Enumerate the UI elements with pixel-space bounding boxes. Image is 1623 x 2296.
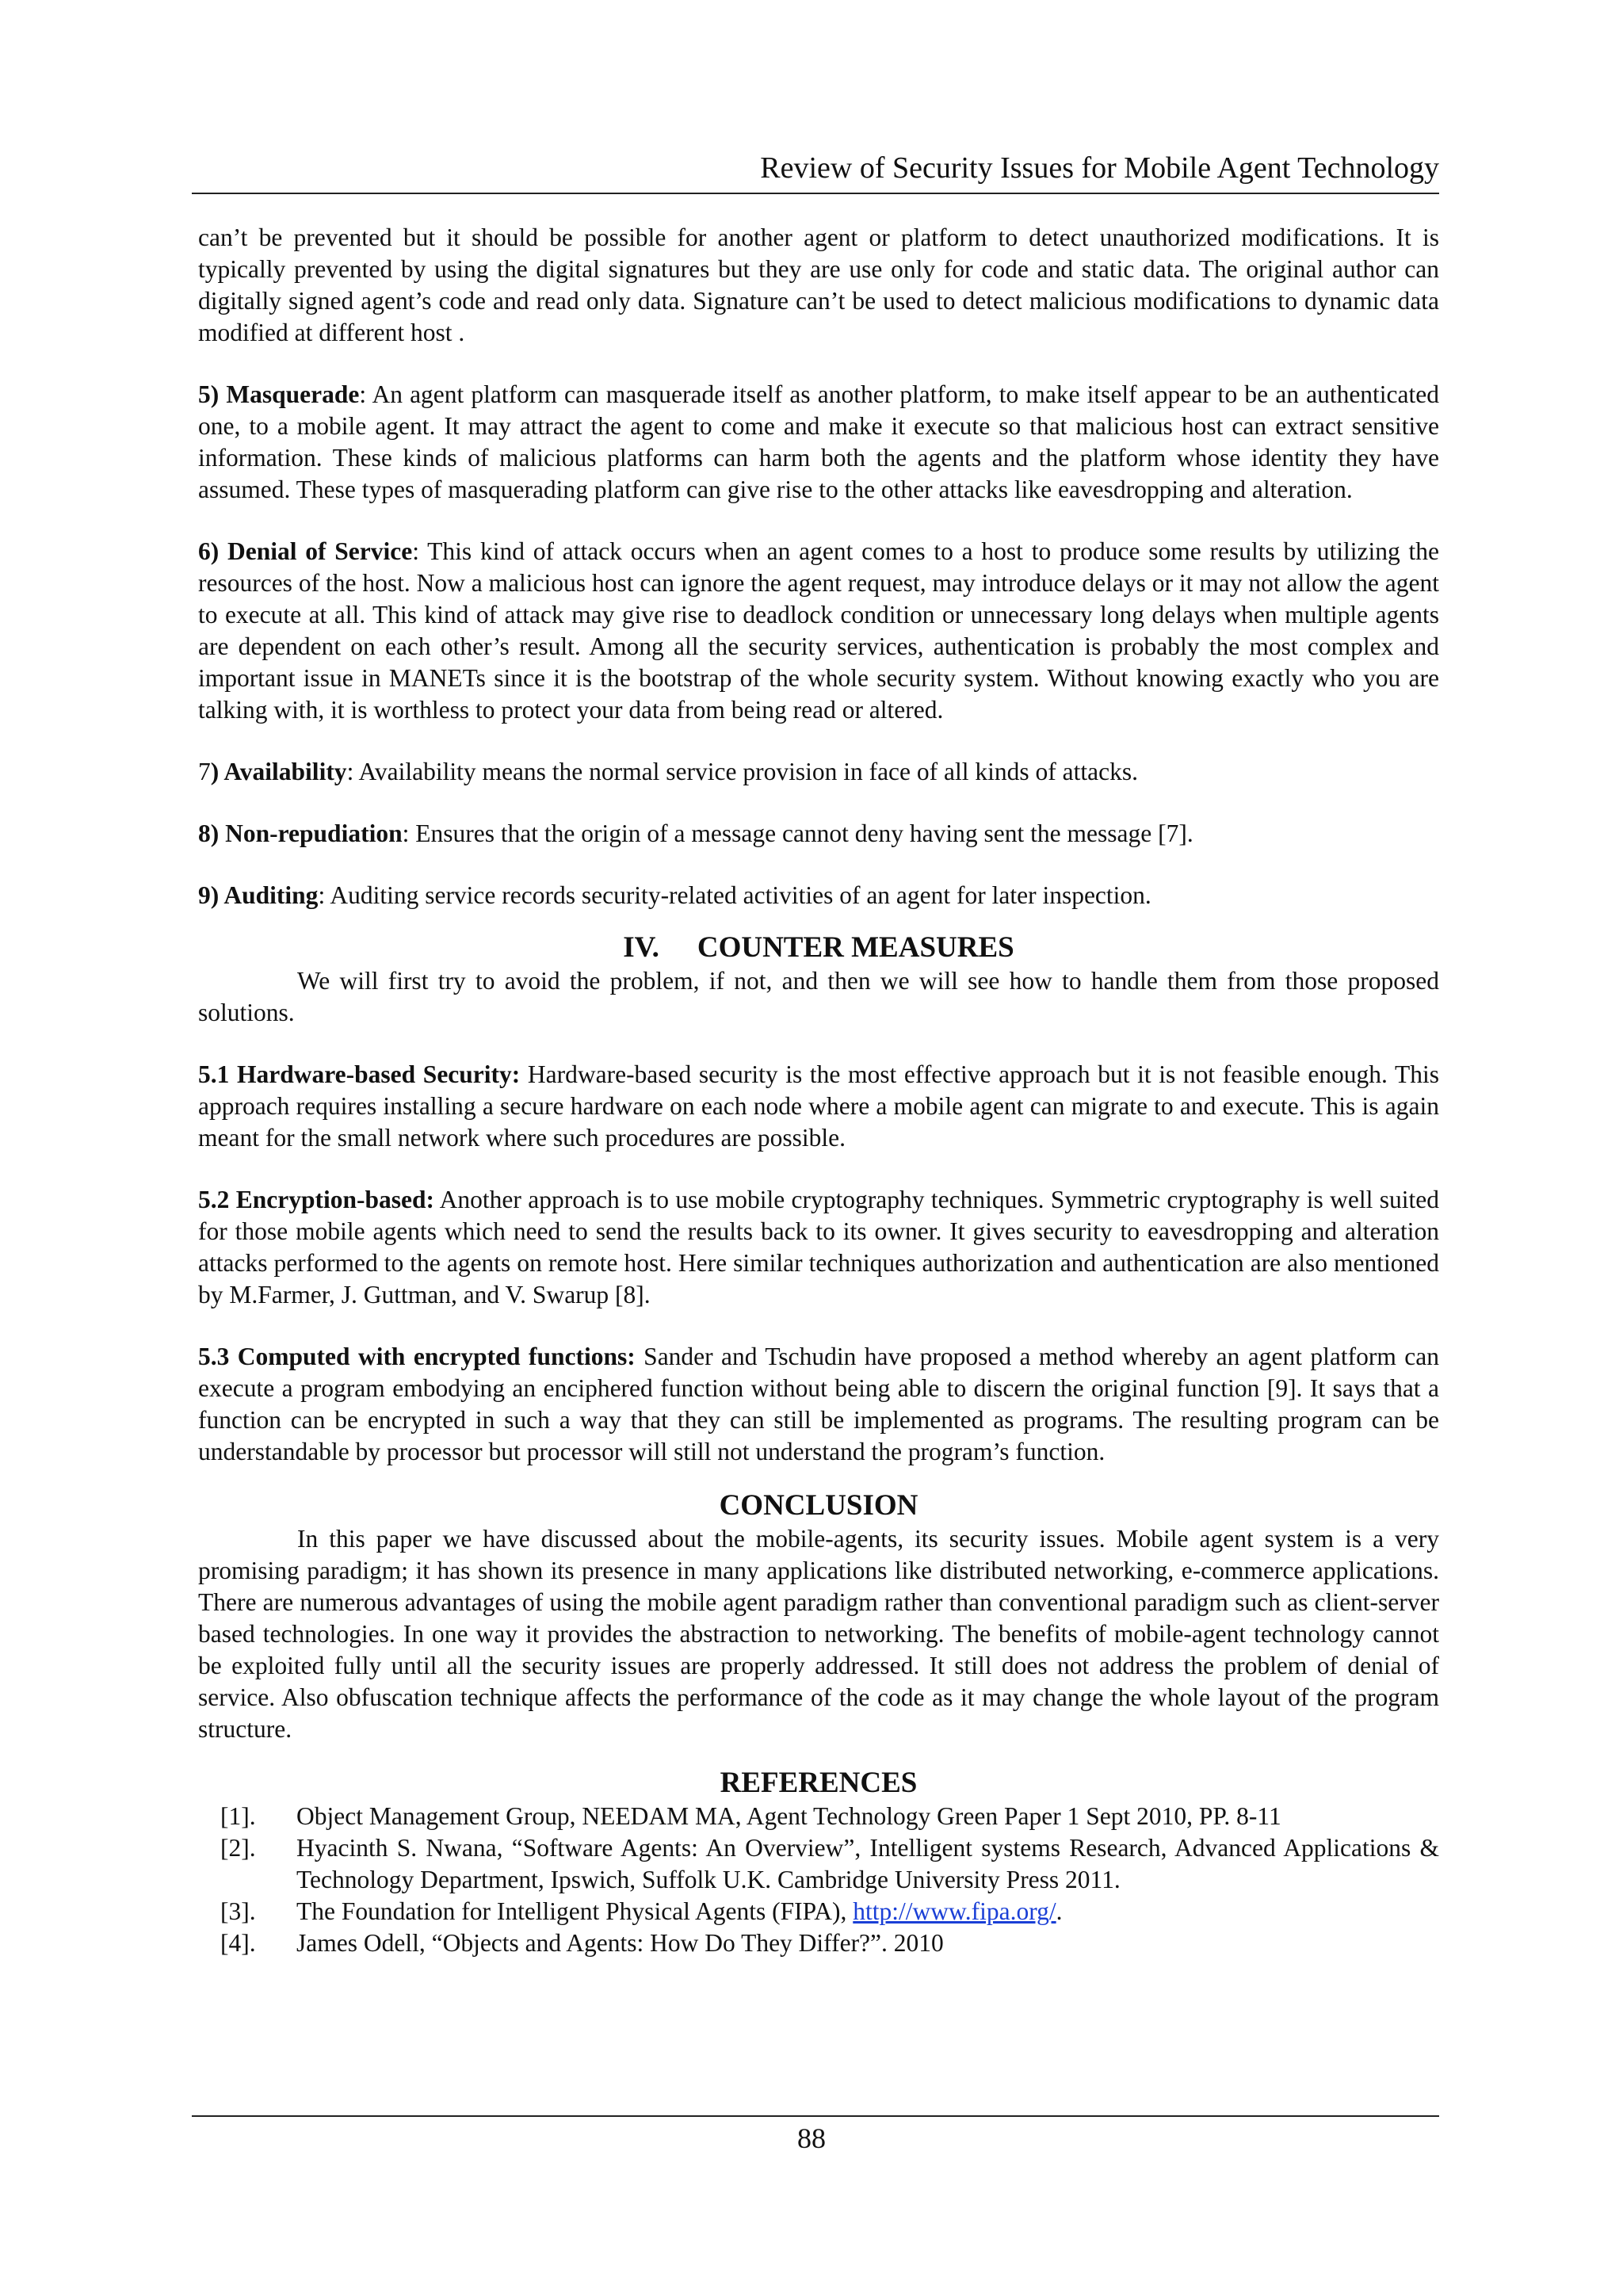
term-non-repudiation: 8) Non-repudiation	[198, 819, 403, 847]
reference-item	[198, 1896, 1439, 1927]
section-heading-references: REFERENCES	[720, 1767, 918, 1799]
section-title: COUNTER MEASURES	[697, 931, 1014, 964]
term-auditing: 9) Auditing	[198, 881, 319, 909]
reference-text-tail: .	[1056, 1897, 1063, 1925]
reference-number: [1].	[220, 1802, 256, 1830]
running-header: Review of Security Issues for Mobile Agent Technology	[760, 151, 1439, 185]
page-body	[198, 222, 1439, 1959]
reference-item	[198, 1832, 1439, 1896]
denial-of-service-text: : This kind of attack occurs when an agent comes to a host to produce some results by utilizing the resources of the host. Now a malicious host can ignore the agent request, may introduce delays or it may not allow the agent to execute at all. This kind of attack may give rise to deadlock condition or unnecessary long delays when multiple agents are dependent on each other’s result. Among all the security services, authentication is probably the most complex and important issue in MANETs since it is the bootstrap of the whole security system. Without knowing exactly who you are talking with, it is worthless to protect your data from being read or altered.	[198, 537, 1439, 724]
paragraph-non-repudiation	[198, 818, 1439, 850]
term-availability: ) Availability	[210, 758, 347, 785]
reference-number: [4].	[220, 1929, 256, 1957]
reference-number: [3].	[220, 1897, 256, 1925]
paragraph-hardware-security	[198, 1059, 1439, 1154]
availability-number: 7	[198, 758, 211, 785]
masquerade-text: : An agent platform can masquerade itself as another platform, to make itself appear to be an authenticated one, to a mobile agent. It may attract the agent to come and make it execute so that malicious host can extract sensitive information. These kinds of malicious platforms can harm both the agents and the platform whose identity they have assumed. These types of masquerading platform can give rise to the other attacks like eavesdropping and alteration.	[198, 380, 1440, 503]
reference-text: Hyacinth S. Nwana, “Software Agents: An Overview”, Intelligent systems Research, Advanced Applications & Technology Department, Ipswich, Suffolk U.K. Cambridge University Press 2011.	[296, 1834, 1439, 1893]
encrypted-functions-text: Sander and Tschudin have proposed a method whereby an agent platform can execute a program embodying an enciphered function without being able to discern the original function [9]. It says that a function can be encrypted in such a way that they can still be implemented as programs. The resulting program can be understandable by processor but processor will still not understand the program’s function.	[198, 1343, 1440, 1465]
paragraph-auditing	[198, 880, 1439, 911]
footer-rule	[192, 2115, 1439, 2117]
reference-number: [2].	[220, 1834, 256, 1862]
term-encrypted-functions: 5.3 Computed with encrypted functions:	[198, 1343, 636, 1370]
section-heading-counter-measures	[198, 930, 1439, 965]
reference-item	[198, 1927, 1439, 1959]
non-repudiation-text: : Ensures that the origin of a message cannot deny having sent the message [7].	[402, 819, 1193, 847]
term-denial-of-service: 6) Denial of Service	[198, 537, 413, 565]
conclusion-text: In this paper we have discussed about the mobile-agents, its security issues. Mobile agent system is a very promising paradigm; it has shown its presence in many applications like distributed networking, e-commerce applications. There are numerous advantages of using the mobile agent paradigm rather than conventional paradigm such as client-server based technologies. In one way it provides the abstraction to networking. The benefits of mobile-agent technology cannot be exploited fully until all the security issues are properly addressed. It still does not address the problem of denial of service. Also obfuscation technique affects the performance of the code as it may change the whole layout of the program structure.	[198, 1525, 1439, 1743]
reference-text: Object Management Group, NEEDAM MA, Agent Technology Green Paper 1 Sept 2010, PP. 8-11	[296, 1802, 1281, 1830]
page-number: 88	[797, 2122, 826, 2154]
section-number: IV.	[623, 931, 659, 964]
header-rule	[192, 193, 1439, 194]
auditing-text: : Auditing service records security-related activities of an agent for later inspection.	[318, 881, 1151, 909]
term-masquerade: 5) Masquerade	[198, 380, 360, 408]
term-hardware-security: 5.1 Hardware-based Security:	[198, 1060, 521, 1088]
paragraph-masquerade	[198, 379, 1439, 506]
availability-text: : Availability means the normal service provision in face of all kinds of attacks.	[346, 758, 1138, 785]
reference-item	[198, 1801, 1439, 1832]
term-encryption-based: 5.2 Encryption-based:	[198, 1186, 435, 1213]
reference-text-with-link	[296, 1896, 1439, 1927]
paragraph-encryption-based	[198, 1184, 1439, 1311]
reference-text: James Odell, “Objects and Agents: How Do They Differ?”. 2010	[296, 1929, 944, 1957]
paragraph-availability	[198, 756, 1439, 788]
paragraph-continued: can’t be prevented but it should be possible for another agent or platform to detect unauthorized modifications. It is typically prevented by using the digital signatures but they are use only for code and static data. The original author can digitally signed agent’s code and read only data. Signature can’t be used to detect malicious modifications to dynamic data modified at different host .	[198, 223, 1439, 346]
section-heading-conclusion: CONCLUSION	[719, 1489, 918, 1522]
encryption-based-text: Another approach is to use mobile cryptography techniques. Symmetric cryptography is well suited for those mobile agents which need to send the results back to its owner. It gives security to eavesdropping and alteration attacks performed to the agents on remote host. Here similar techniques authorization and authentication are also mentioned by M.Farmer, J. Guttman, and V. Swarup [8].	[198, 1186, 1439, 1308]
hardware-security-text: Hardware-based security is the most effective approach but it is not feasible enough. This approach requires installing a secure hardware on each node where a mobile agent can migrate to and execute. This is again meant for the small network where such procedures are possible.	[198, 1060, 1439, 1152]
reference-list	[198, 1801, 1439, 1959]
reference-text: The Foundation for Intelligent Physical Agents (FIPA),	[296, 1897, 854, 1925]
paragraph-encrypted-functions	[198, 1341, 1439, 1468]
fipa-link[interactable]: http://www.fipa.org/	[853, 1897, 1056, 1925]
paragraph-denial-of-service	[198, 536, 1439, 726]
counter-measures-intro: We will first try to avoid the problem, if not, and then we will see how to handle them from those proposed solutions.	[198, 967, 1439, 1026]
